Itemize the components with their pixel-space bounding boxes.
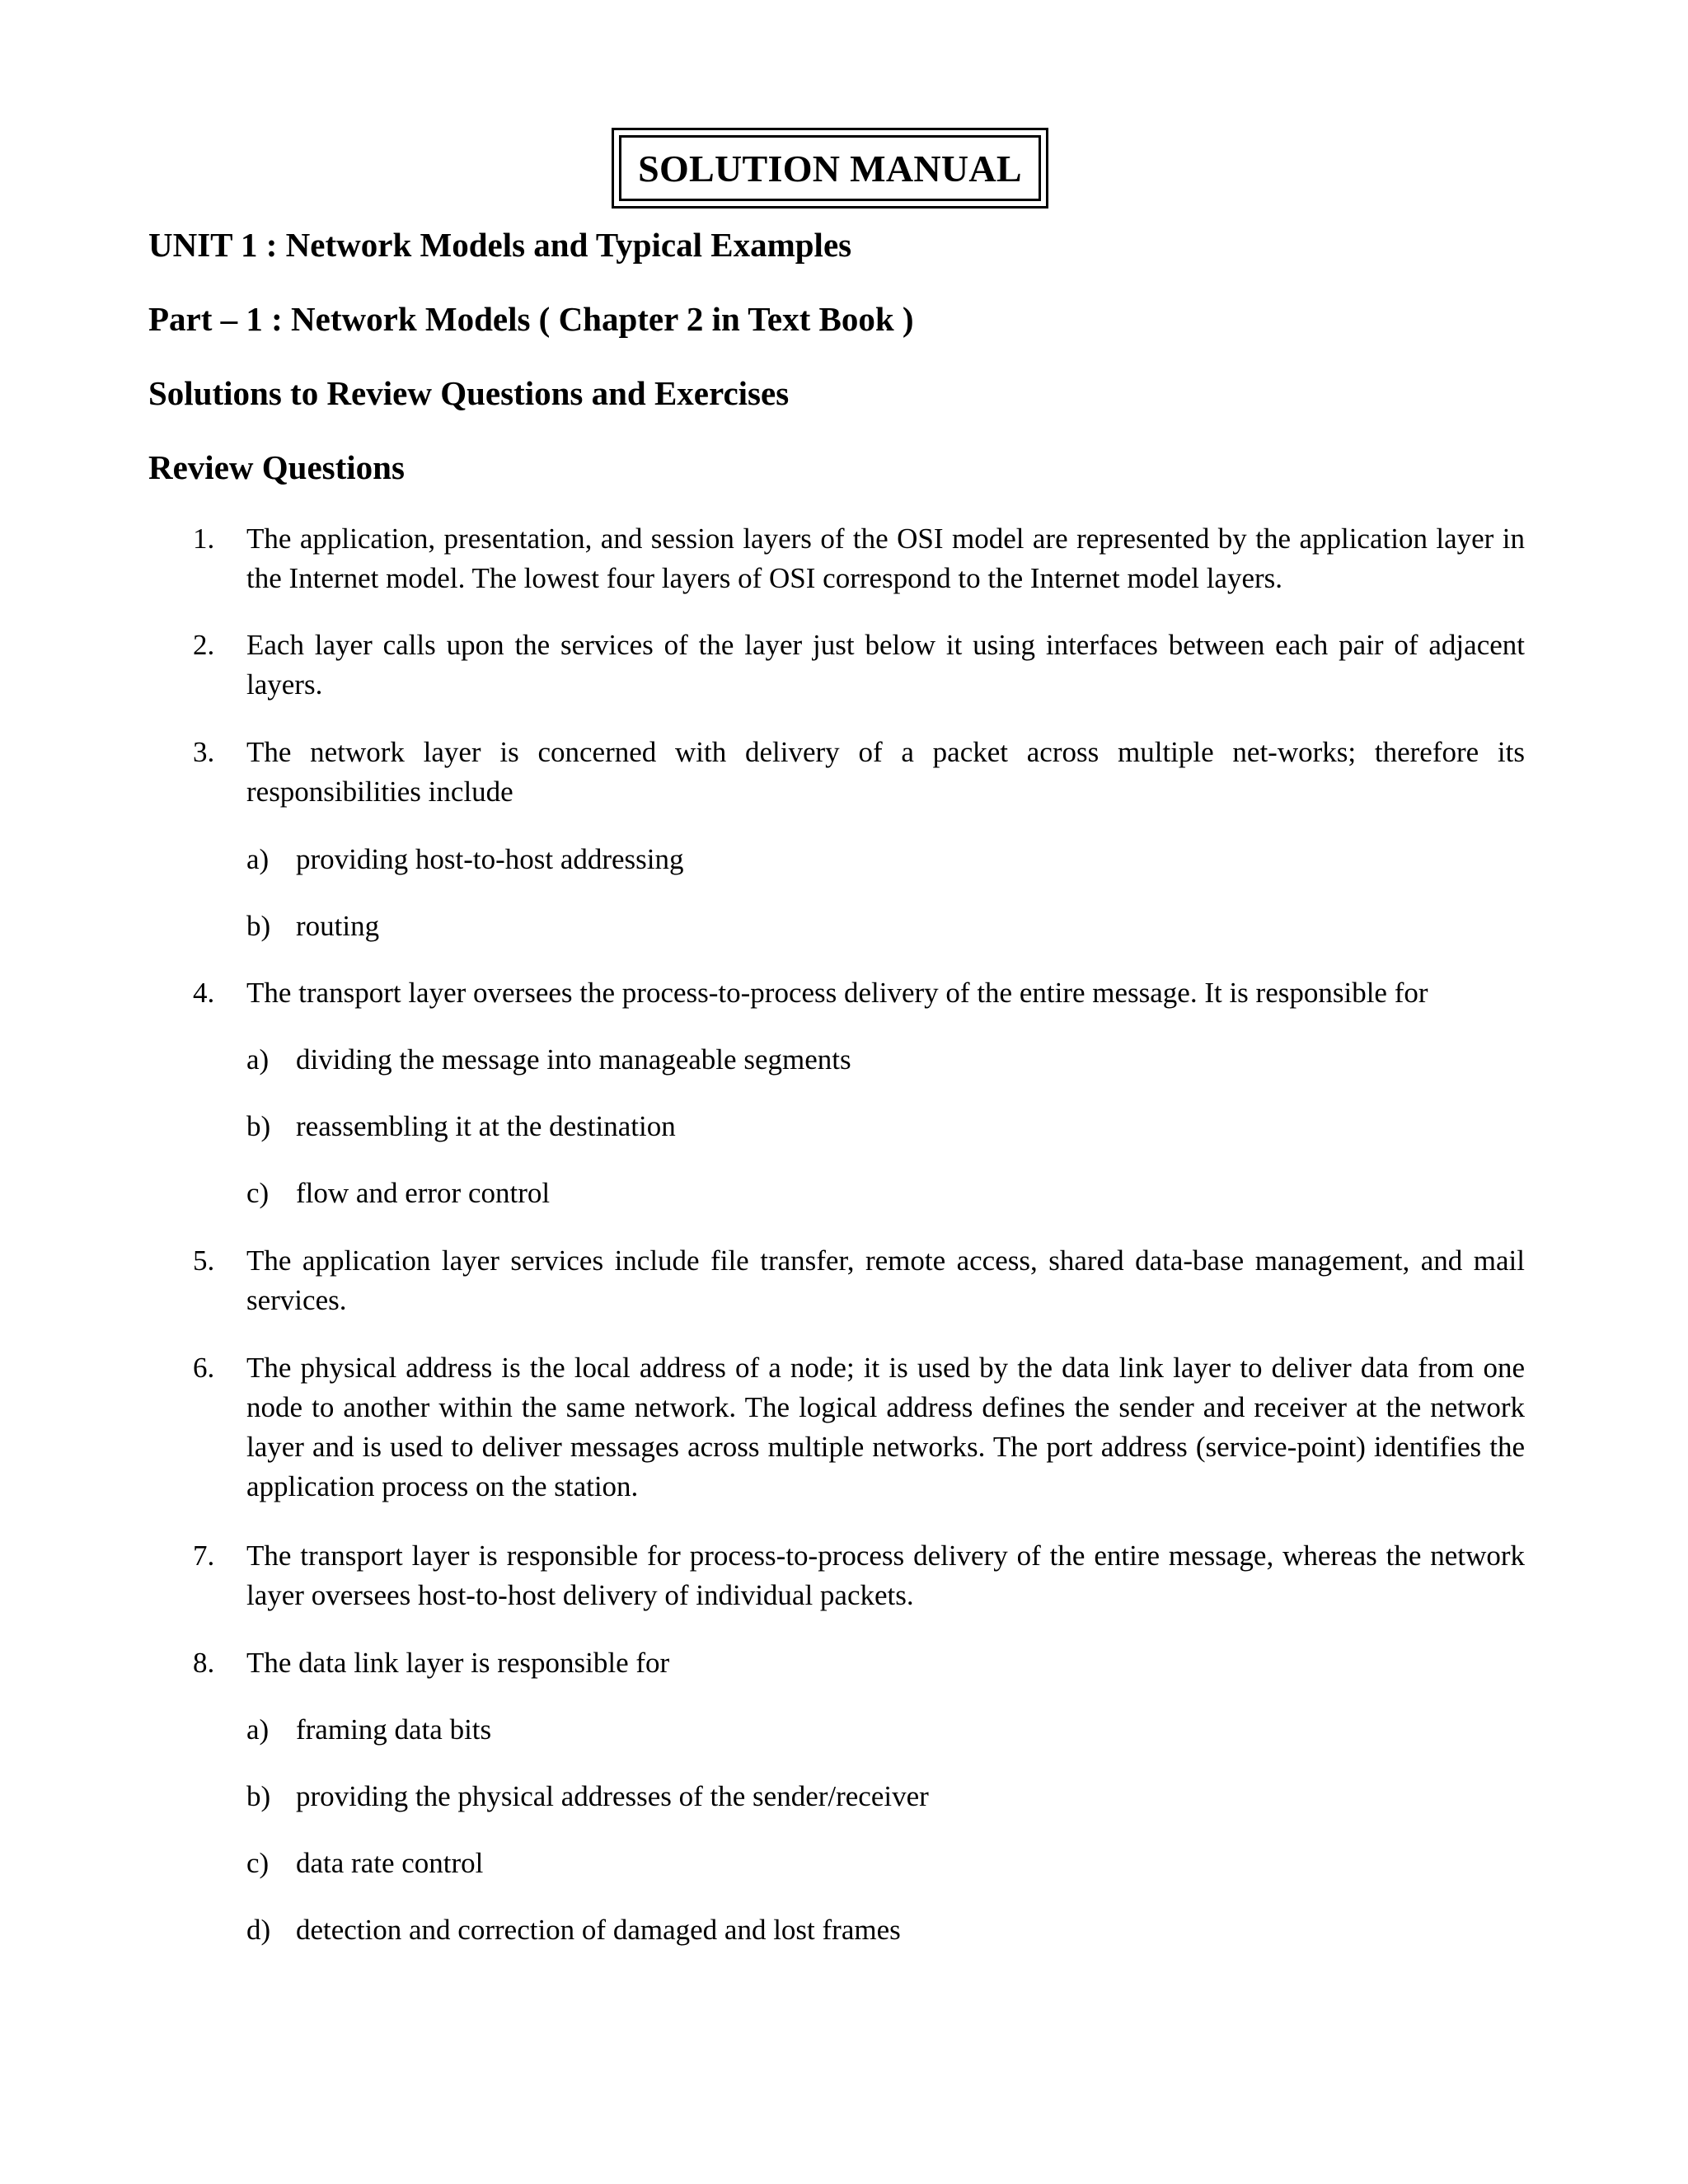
sub-item-letter: b) [246,1780,271,1812]
sub-item [246,1710,491,1750]
question-item [193,1348,1525,1507]
sub-item-text: reassembling it at the destination [296,1110,676,1142]
sub-item-text: dividing the message into manageable segments [296,1043,851,1076]
sub-item-text: providing the physical addresses of the sender/receiver [296,1780,929,1812]
question-text: The application layer services include file transfer, remote access, shared data-base management, and mail services. [246,1244,1525,1316]
question-number: 7. [193,1540,215,1572]
sub-item-letter: b) [246,910,271,942]
sub-item-text: providing host-to-host addressing [296,843,684,875]
sub-item [246,1910,901,1950]
question-number: 4. [193,977,215,1009]
question-item [193,733,1525,812]
question-text: Each layer calls upon the services of the layer just below it using interfaces between each pair of adjacent layers. [246,629,1525,701]
sub-item-letter: a) [246,1043,270,1076]
question-item [193,1241,1525,1320]
sub-item-text: data rate control [296,1847,484,1879]
sub-item [246,1174,550,1213]
question-number: 1. [193,523,215,555]
title-box [612,128,1048,209]
unit-heading: UNIT 1 : Network Models and Typical Examples [148,226,852,264]
question-item [193,1536,1525,1615]
question-text: The physical address is the local address of a node; it is used by the data link layer to deliver data from one node to another within the same network. The logical address defines the sender and receiver at the network layer and is used to deliver messages across multiple networks. The port address (service-point) identifies the application process on the station. [246,1352,1525,1502]
sub-item-letter: c) [246,1847,270,1879]
sub-item [246,1040,851,1080]
question-item [193,1643,1525,1683]
question-number: 6. [193,1352,215,1384]
sub-item-text: detection and correction of damaged and lost frames [296,1914,901,1946]
question-number: 8. [193,1647,215,1679]
sub-item-text: routing [296,910,380,942]
question-number: 5. [193,1244,215,1277]
question-number: 2. [193,629,215,661]
document-title: SOLUTION MANUAL [619,135,1041,201]
sub-item-letter: c) [246,1177,270,1209]
sub-item [246,840,684,879]
part-heading: Part – 1 : Network Models ( Chapter 2 in Text Book ) [148,300,914,338]
question-text: The application, presentation, and session layers of the OSI model are represented by the application layer in the Internet model. The lowest four layers of OSI correspond to the Internet model layers. [246,523,1525,594]
sub-item [246,1777,929,1816]
question-item [193,519,1525,598]
sub-item-text: framing data bits [296,1713,492,1746]
sub-item-letter: a) [246,1713,270,1746]
question-text: The transport layer is responsible for process-to-process delivery of the entire message, whereas the network layer oversees host-to-host delivery of individual packets. [246,1540,1525,1611]
question-text: The network layer is concerned with delivery of a packet across multiple net-works; therefore its responsibilities include [246,736,1525,808]
question-number: 3. [193,736,215,768]
sub-item-letter: a) [246,843,270,875]
question-item [193,626,1525,705]
question-text: The data link layer is responsible for [246,1647,670,1679]
sub-item-letter: d) [246,1914,271,1946]
question-item [193,973,1525,1013]
subsection-heading: Review Questions [148,448,405,486]
sub-item [246,1107,676,1146]
question-text: The transport layer oversees the process-to-process delivery of the entire message. It is responsible for [246,977,1428,1009]
sub-item [246,1844,483,1883]
section-heading: Solutions to Review Questions and Exercises [148,374,790,412]
sub-item [246,907,379,946]
sub-item-letter: b) [246,1110,271,1142]
sub-item-text: flow and error control [296,1177,551,1209]
